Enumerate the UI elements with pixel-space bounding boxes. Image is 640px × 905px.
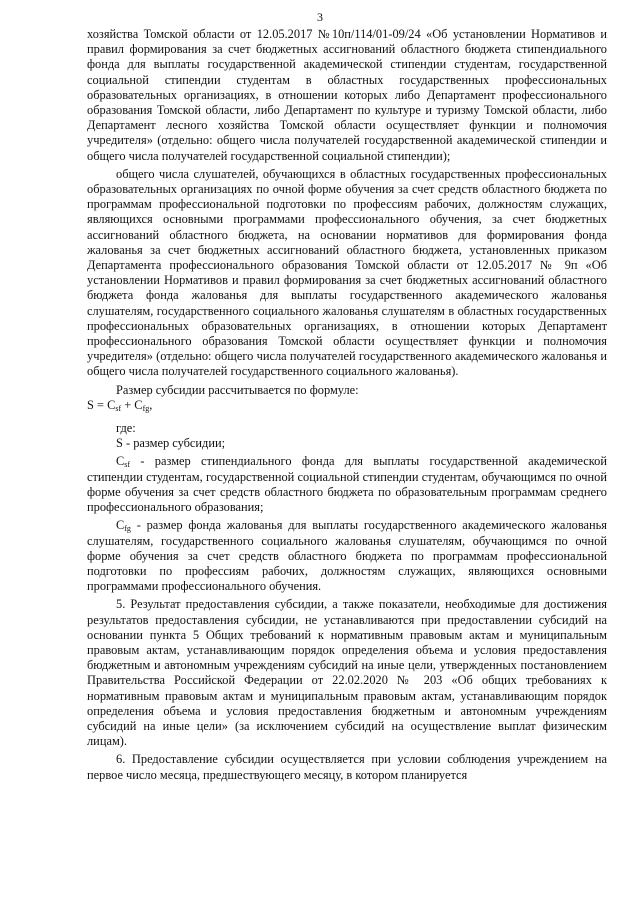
definition-cfg xyxy=(87,518,607,594)
formula-lhs: S = C xyxy=(87,397,116,412)
formula xyxy=(87,398,607,413)
definition-csf-text: - размер стипендиального фонда для выплаты государственной академической стипендии студентам, государственной социальной стипендии студентам, обучающимся по очной форме обучения за счет средств областного бюджета по образовательным программам среднего профессионального образования; xyxy=(87,454,607,515)
where-label: где: xyxy=(116,421,136,436)
definition-cfg-text: - размер фонда жалованья для выплаты государственного академического жалованья слушателям, государственного социального жалованья слушателям, обучающимся по очной форме обучения за счет средств областного бюджета по программам профессиональной подготовки по профессиям рабочих, должностям служащих, являющихся основными программами профессионального обучения. xyxy=(87,518,607,594)
paragraph-5: 5. Результат предоставления субсидии, а также показатели, необходимые для достижения результатов предоставления субсидии, не устанавливаются при предоставлении субсидий на основании пункта 5 Общих требований к нормативным правовым актам и муниципальным правовым актам, устанавливающим порядок определения объема и условия предоставления бюджетным и автономным учреждениям субсидий на иные цели, утвержденных постановлением Правительства Российской Федерации от 22.02.2020 № 203 «Об общих требованиях к нормативным правовым актам и муниципальным правовым актам, устанавливающим порядок определения объема и условия предоставления бюджетным и автономным учреждениям субсидий на иные цели» (за исключением субсидий на осуществление выплат физическим лицам). xyxy=(87,597,607,749)
paragraph-6: 6. Предоставление субсидии осуществляется при условии соблюдения учреждением на первое число месяца, предшествующего месяцу, в котором планируется xyxy=(87,752,607,782)
formula-plus: + C xyxy=(121,397,143,412)
formula-end: , xyxy=(149,397,153,412)
paragraph-listeners: общего числа слушателей, обучающихся в областных государственных профессиональных образовательных организациях по очной форме обучения за счет средств областного бюджета по программам профессиональной подготовки по профессиям рабочих, должностям служащих, являющихся основными программами профессионального обучения, за счет бюджетных ассигнований областного бюджета, на основании нормативов для формирования фонда жалованья за счет бюджетных ассигнований областного бюджета, установленных приказом Департамента профессионального образования Томской области от 12.05.2017 № 9п «Об установлении Нормативов и правил формирования за счет бюджетных ассигнований областного бюджета фонда жалованья для выплаты государственного академического жалованья слушателям, государственного социального жалованья слушателям в областных государственных профессиональных образовательных организациях, в отношении которых Департамент профессионального образования Томской области осуществляет функции и полномочия учредителя» (отдельно: общего числа получателей государственного академического жалованья и общего числа получателей государственного социального жалованья). xyxy=(87,166,607,379)
definition-s: S - размер субсидии; xyxy=(116,436,226,451)
formula-sub-sf: sf xyxy=(115,403,122,413)
document-body xyxy=(87,27,607,783)
definition-csf xyxy=(87,454,607,515)
definition-cfg-symbol: C xyxy=(116,518,125,533)
formula-sub-fg: fg xyxy=(142,403,150,413)
paragraph-continued: хозяйства Томской области от 12.05.2017 №10п/114/01-09/24 «Об установлении Нормативов и правил формирования за счет бюджетных ассигнований областного бюджета стипендиального фонда для выплаты государственной академической стипендии студентам, государственной социальной стипендии студентам в областных государственных профессиональных образовательных организациях, в отношении которых либо Департамент профессионального образования Томской области, либо Департамент по культуре и туризму Томской области, либо Департамент лесного хозяйства Томской области осуществляет функции и полномочия учредителя» (отдельно: общего числа получателей государственной академической стипендии и общего числа получателей государственной социальной стипендии); xyxy=(87,27,607,163)
page-number: 3 xyxy=(317,10,323,24)
definition-csf-sub: sf xyxy=(124,460,131,470)
definition-cfg-sub: fg xyxy=(124,524,131,534)
definition-csf-symbol: C xyxy=(116,454,125,469)
paragraph-formula-intro: Размер субсидии рассчитывается по формуле: xyxy=(116,382,359,397)
